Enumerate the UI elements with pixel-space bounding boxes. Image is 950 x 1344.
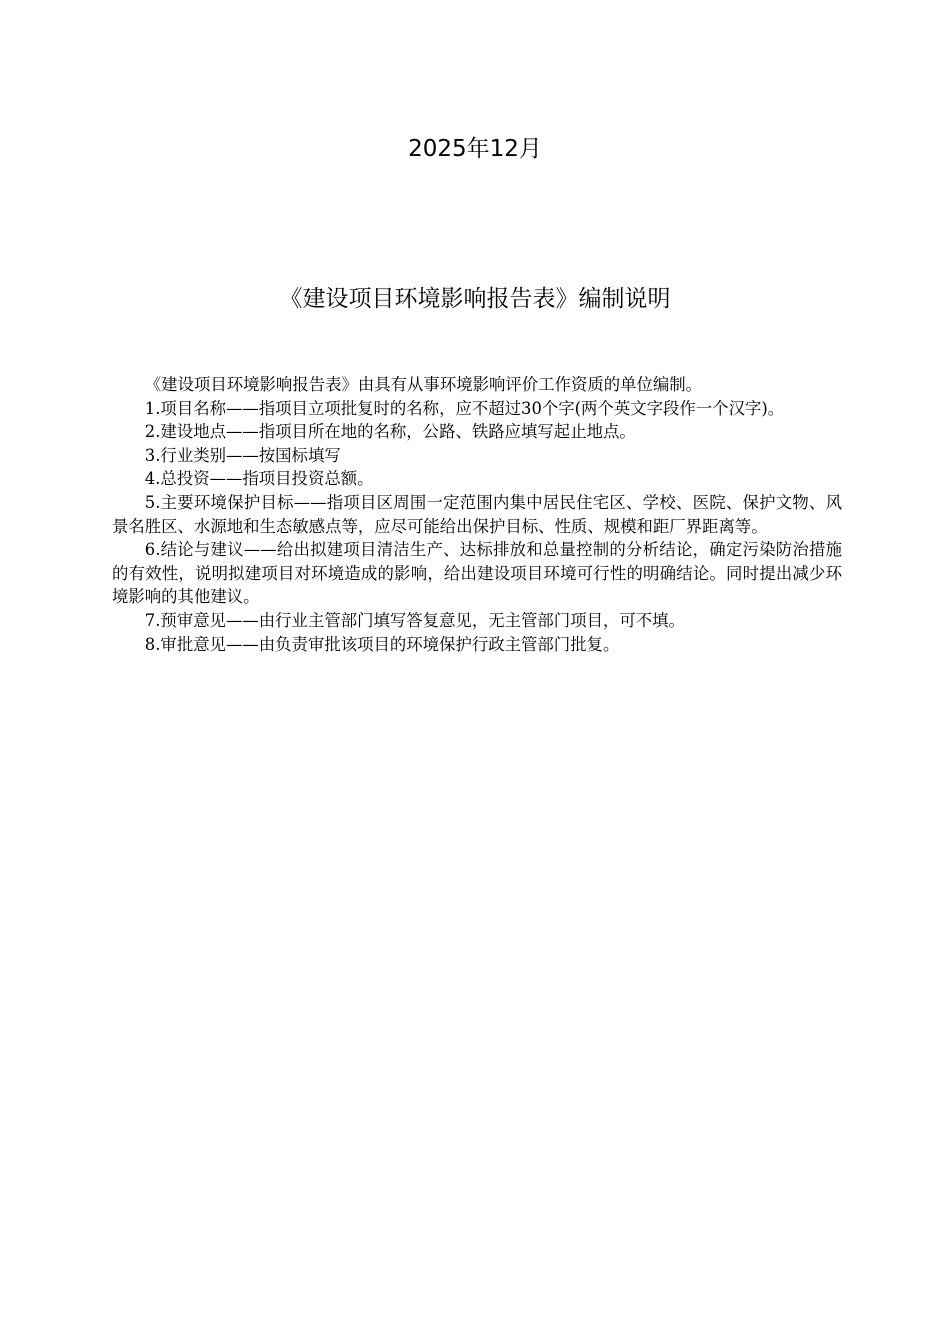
- document-date: 2025年12月: [408, 136, 542, 162]
- instruction-item-conclusions: 6.结论与建议——给出拟建项目清洁生产、达标排放和总量控制的分析结论，确定污染防治措施的有效性，说明拟建项目对环境造成的影响，给出建设项目环境可行性的明确结论。同时提出减少环境影响的其他建议。: [112, 540, 842, 607]
- instruction-item-protection-targets: 5.主要环境保护目标——指项目区周围一定范围内集中居民住宅区、学校、医院、保护文物、风景名胜区、水源地和生态敏感点等，应尽可能给出保护目标、性质、规模和距厂界距离等。: [112, 492, 842, 536]
- instruction-item-location: 2.建设地点——指项目所在地的名称，公路、铁路应填写起止地点。: [144, 422, 636, 442]
- instruction-item-preliminary-review: 7.预审意见——由行业主管部门填写答复意见，无主管部门项目，可不填。: [144, 610, 685, 630]
- document-title: 《建设项目环境影响报告表》编制说明: [279, 286, 671, 312]
- instruction-item-project-name: 1.项目名称——指项目立项批复时的名称，应不超过30个字(两个英文字段作一个汉字)。: [144, 398, 785, 418]
- instruction-item-investment: 4.总投资——指项目投资总额。: [144, 469, 374, 489]
- instruction-item-approval: 8.审批意见——由负责审批该项目的环境保护行政主管部门批复。: [144, 634, 620, 654]
- instructions-body: [112, 373, 842, 656]
- instruction-item-industry: 3.行业类别——按国标填写: [144, 445, 341, 465]
- intro-paragraph: 《建设项目环境影响报告表》由具有从事环境影响评价工作资质的单位编制。: [144, 375, 703, 394]
